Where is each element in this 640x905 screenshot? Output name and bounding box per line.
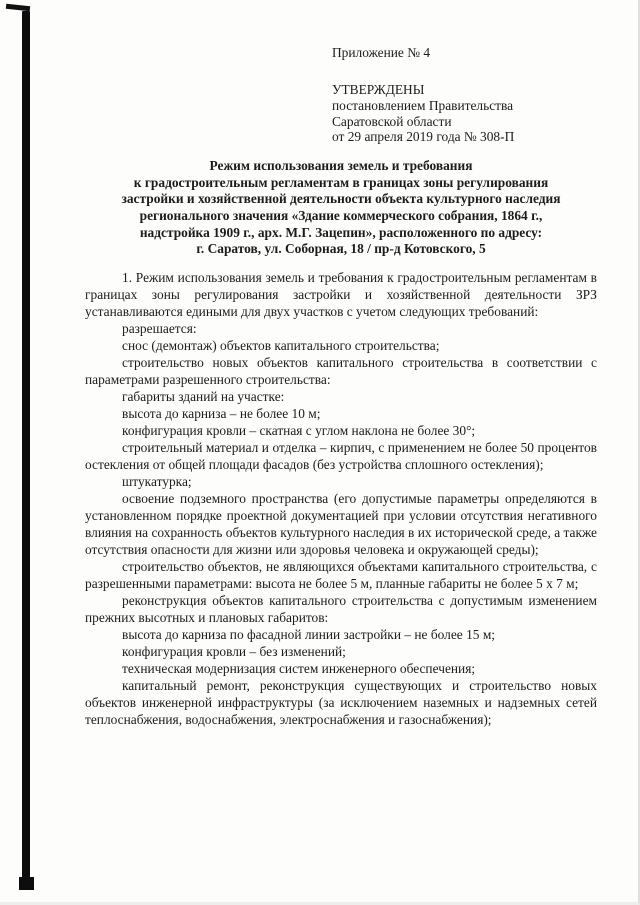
paragraph: строительство объектов, не являющихся объектами капитального строительства, с разрешенными параметрами: высота не более 5 м, планные габариты не более 5 х 7 м; [85, 558, 597, 591]
approval-line: Саратовской области [332, 113, 452, 129]
document-content [85, 44, 597, 728]
title-line: регионального значения «Здание коммерческого собрания, 1864 г., [139, 207, 543, 223]
scan-artifact-bottom-mark [19, 877, 34, 890]
paragraph: конфигурация кровли – скатная с углом наклона не более 30°; [122, 422, 476, 438]
title-line: г. Саратов, ул. Соборная, 18 / пр-д Котовского, 5 [196, 241, 486, 257]
paragraph: штукатурка; [122, 473, 192, 489]
paragraph: габариты зданий на участке: [122, 388, 285, 404]
approval-block [332, 82, 597, 145]
approval-line: от 29 апреля 2019 года № 308-П [332, 129, 515, 145]
paragraph: 1. Режим использования земель и требования к градостроительным регламентам в границах зоны регулирования застройки и хозяйственной деятельности ЗРЗ устанавливаются едиными для двух участков с учетом следующих требований: [85, 269, 597, 319]
paragraph: высота до карниза по фасадной линии застройки – не более 15 м; [122, 626, 496, 642]
paragraph: строительный материал и отделка – кирпич, с применением не более 50 процентов остекления от общей площади фасадов (без устройства сплошного остекления); [85, 439, 597, 472]
paragraph: строительство новых объектов капитального строительства в соответствии с параметрами разрешенного строительства: [85, 354, 597, 387]
approval-line: постановлением Правительства [332, 97, 514, 113]
paragraph: освоение подземного пространства (его допустимые параметры определяются в установленном порядке проектной документацией при условии отсутствия негативного влияния на сохранность объектов культурного наследия в их исторической среде, а также отсутствия опасности для жизни или здоровья человека и окружающей среды); [85, 490, 597, 557]
approval-line: УТВЕРЖДЕНЫ [332, 82, 425, 97]
scan-artifact-left-bar [22, 11, 30, 881]
appendix-label: Приложение № 4 [332, 45, 431, 60]
paragraph: конфигурация кровли – без изменений; [122, 643, 346, 659]
title-line: Режим использования земель и требования [209, 158, 473, 174]
paragraph: разрешается: [122, 320, 197, 336]
title-line: к градостроительным регламентам в границах зоны регулирования [133, 174, 549, 190]
document-body [85, 269, 597, 728]
paragraph: реконструкция объектов капитального строительства с допустимым изменением прежних высотных и плановых габаритов: [85, 592, 597, 625]
title-line: надстройка 1909 г., арх. М.Г. Зацепин», расположенного по адресу: [139, 224, 543, 240]
document-title [85, 158, 597, 258]
paragraph: капитальный ремонт, реконструкция существующих и строительство новых объектов инженерной инфраструктуры (за исключением наземных и надземных сетей теплоснабжения, водоснабжения, электроснабжения и газоснабжения); [85, 677, 597, 727]
paragraph: высота до карниза – не более 10 м; [122, 405, 321, 421]
paragraph: снос (демонтаж) объектов капитального строительства; [122, 337, 440, 353]
paragraph: техническая модернизация систем инженерного обеспечения; [122, 660, 476, 676]
title-line: застройки и хозяйственной деятельности объекта культурного наследия [121, 191, 561, 207]
